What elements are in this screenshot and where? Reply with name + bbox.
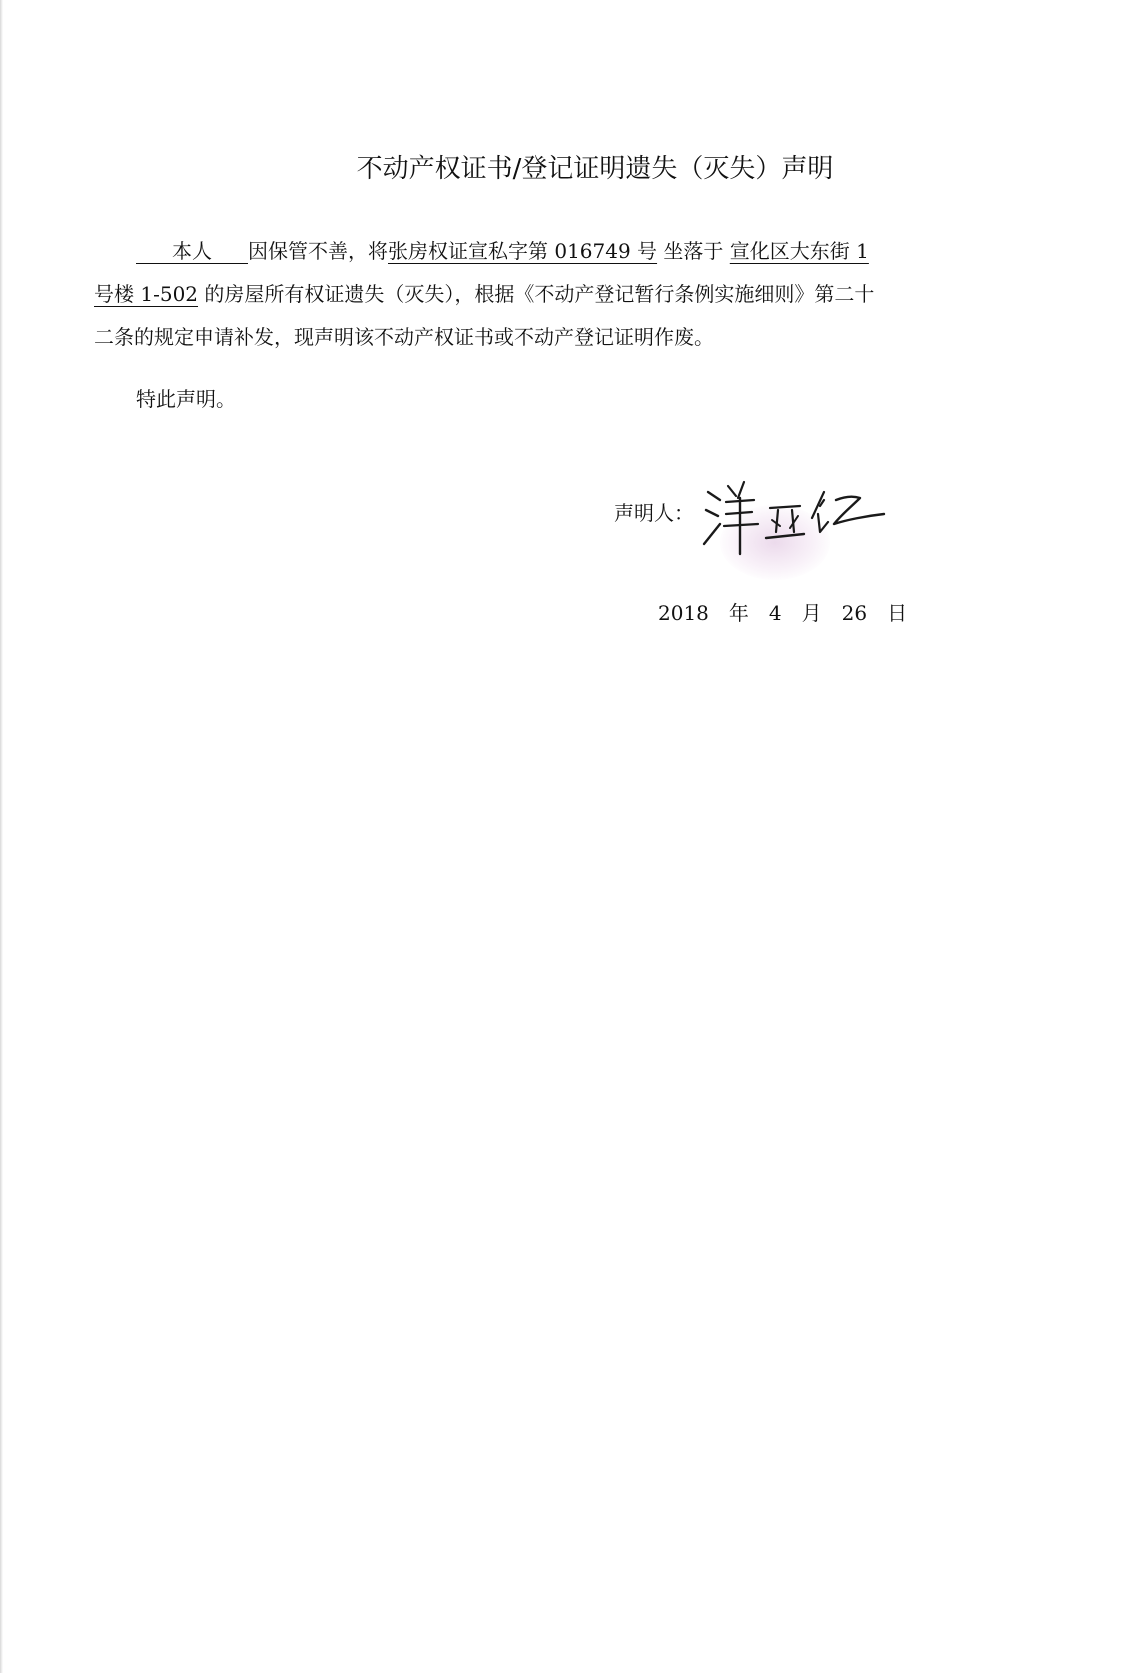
address-part-2: 号楼 1-502 (94, 282, 199, 306)
certificate-number: 张房权证宣私字第 016749 号 (388, 239, 658, 263)
paragraph-text-3: 的房屋所有权证遗失（灭失），根据《不动产登记暂行条例实施细则》第二十 (204, 282, 875, 306)
date-day: 26 (841, 601, 868, 625)
date-day-unit: 日 (887, 601, 908, 625)
handwritten-signature (700, 470, 890, 570)
date-month-unit: 月 (801, 601, 822, 625)
declaration-paragraph (94, 230, 954, 359)
address-part-1: 宣化区大东街 1 (729, 239, 869, 263)
date-year: 2018 (658, 601, 709, 625)
paragraph-line-3 (94, 316, 954, 359)
date-year-unit: 年 (728, 601, 749, 625)
document-title: 不动产权证书/登记证明遗失（灭失）声明 (356, 154, 834, 184)
declarant-label: 声明人： (614, 501, 694, 525)
person-blank: 本人 (136, 239, 248, 264)
paragraph-line-1 (94, 230, 954, 273)
paragraph-text-4: 二条的规定申请补发，现声明该不动产权证书或不动产登记证明作废。 (94, 325, 714, 349)
closing-statement: 特此声明。 (136, 387, 236, 411)
date-month: 4 (768, 601, 782, 625)
declaration-date (658, 597, 907, 626)
scan-edge (0, 0, 3, 1673)
paragraph-line-2 (94, 273, 954, 316)
paragraph-text-1: 因保管不善，将 (248, 239, 388, 263)
paragraph-text-2: 坐落于 (663, 239, 724, 263)
